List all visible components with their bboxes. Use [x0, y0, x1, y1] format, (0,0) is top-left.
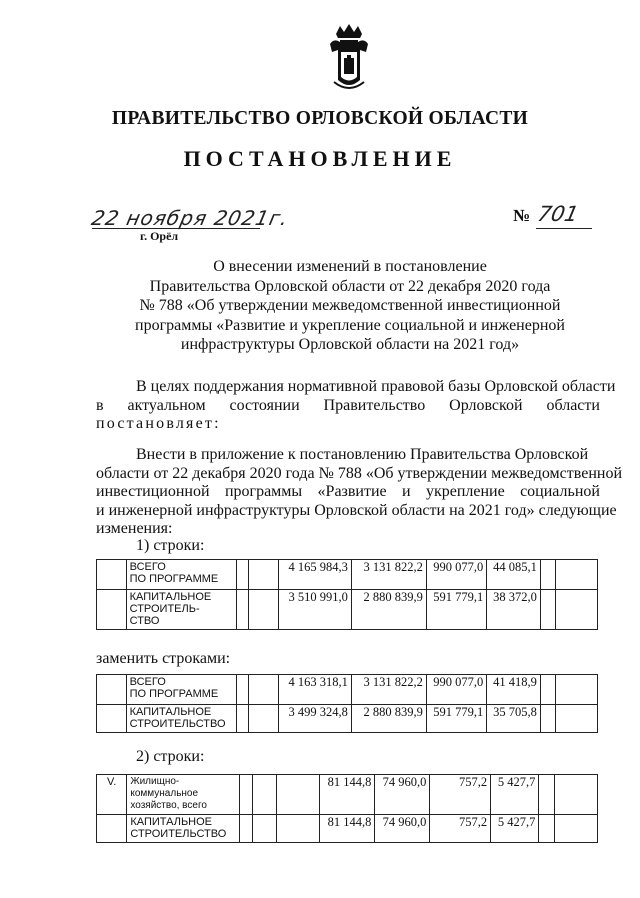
value-cell: 3 131 822,2 — [351, 560, 426, 590]
word: в — [96, 396, 104, 414]
value-cell: 41 418,9 — [487, 675, 541, 705]
coat-of-arms-emblem — [326, 22, 372, 92]
table-cell — [97, 705, 127, 733]
document-type: ПОСТАНОВЛЕНИЕ — [183, 146, 457, 171]
value-cell: 4 165 984,3 — [278, 560, 351, 590]
table-row — [97, 775, 598, 815]
table-cell — [236, 705, 249, 733]
preamble-paragraph — [96, 378, 616, 434]
row-index: V. — [97, 775, 127, 815]
value-cell: 591 779,1 — [426, 705, 486, 733]
value-cell: 81 144,8 — [320, 815, 375, 843]
word: программы — [224, 483, 303, 500]
table-cell — [540, 705, 555, 733]
city-label: г. Орёл — [140, 229, 179, 243]
table-cell — [555, 705, 597, 733]
table-row — [97, 815, 598, 843]
table-cell — [539, 815, 554, 843]
item-1-label: 1) строки: — [136, 537, 205, 554]
table-cell — [555, 560, 597, 590]
subject-line: О внесении изменений в постановление — [213, 258, 487, 275]
document-subject — [100, 257, 600, 355]
word: инвестиционной — [96, 483, 210, 500]
row-name: ВСЕГО ПО ПРОГРАММЕ — [126, 560, 236, 590]
table-old-rows — [96, 559, 598, 630]
value-cell: 3 510 991,0 — [278, 590, 351, 630]
table-cell — [540, 590, 555, 630]
table-cell — [236, 590, 249, 630]
table-cell — [540, 560, 555, 590]
word: и — [402, 483, 411, 500]
row-name: Жилищно- коммунальное хозяйство, всего — [127, 775, 240, 815]
table-section-v-rows — [96, 774, 598, 843]
value-cell: 74 960,0 — [375, 775, 430, 815]
value-cell: 3 499 324,8 — [278, 705, 351, 733]
handwritten-number: 701 — [535, 202, 581, 226]
subject-line: программы «Развитие и укрепление социальной и инженерной — [135, 316, 565, 334]
body-line — [96, 483, 600, 502]
word: области — [546, 396, 600, 414]
word: актуальном — [127, 396, 206, 414]
value-cell: 757,2 — [430, 775, 491, 815]
row-index — [97, 815, 127, 843]
word: «Развитие — [317, 483, 387, 500]
item-2-label: 2) строки: — [136, 748, 205, 765]
word: Правительство — [323, 396, 426, 414]
table-cell — [276, 815, 319, 843]
preamble-line: постановляет: — [96, 415, 221, 432]
table-cell — [97, 560, 127, 590]
table-cell — [249, 590, 279, 630]
value-cell: 5 427,7 — [491, 815, 539, 843]
table-cell — [554, 775, 597, 815]
row-name: КАПИТАЛЬНОЕ СТРОИТЕЛЬСТВО — [126, 705, 236, 733]
table-cell — [236, 560, 249, 590]
table-cell — [539, 775, 554, 815]
table-cell — [555, 675, 597, 705]
body-paragraph — [96, 446, 623, 539]
number-underline — [536, 228, 592, 229]
row-name: КАПИТАЛЬНОЕ СТРОИТЕЛЬ- СТВО — [126, 590, 236, 630]
word: Орловской — [449, 396, 523, 414]
value-cell: 2 880 839,9 — [351, 590, 426, 630]
value-cell: 591 779,1 — [426, 590, 486, 630]
table-cell — [97, 590, 127, 630]
body-line: и инженерной инфраструктуры Орловской области на 2021 год» следующие — [96, 501, 617, 519]
table-cell — [555, 590, 597, 630]
word: социальной — [520, 483, 600, 500]
value-cell: 81 144,8 — [320, 775, 375, 815]
number-label: № — [513, 206, 531, 225]
subject-line: № 788 «Об утверждении межведомственной инвестиционной — [139, 297, 561, 314]
subject-line: инфраструктуры Орловской области на 2021 год» — [180, 336, 520, 353]
table-cell — [276, 775, 319, 815]
table-cell — [540, 675, 555, 705]
table-row — [97, 590, 598, 630]
value-cell: 4 163 318,1 — [278, 675, 351, 705]
subject-line: Правительства Орловской области от 22 декабря 2020 года — [149, 277, 551, 295]
body-line: изменения: — [96, 520, 173, 537]
value-cell: 74 960,0 — [375, 815, 430, 843]
table-cell — [253, 815, 277, 843]
value-cell: 990 077,0 — [426, 560, 486, 590]
value-cell: 44 085,1 — [487, 560, 541, 590]
row-name: КАПИТАЛЬНОЕ СТРОИТЕЛЬСТВО — [127, 815, 240, 843]
replace-label: заменить строками: — [96, 650, 231, 667]
table-cell — [240, 775, 253, 815]
table-cell — [97, 675, 127, 705]
table-cell — [249, 560, 279, 590]
preamble-line: В целях поддержания нормативной правовой базы Орловской области — [136, 378, 616, 395]
body-line: Внести в приложение к постановлению Правительства Орловской — [136, 446, 589, 463]
value-cell: 35 705,8 — [487, 705, 541, 733]
table-cell — [236, 675, 249, 705]
table-row — [97, 560, 598, 590]
row-name: ВСЕГО ПО ПРОГРАММЕ — [126, 675, 236, 705]
value-cell: 990 077,0 — [426, 675, 486, 705]
value-cell: 3 131 822,2 — [351, 675, 426, 705]
table-row — [97, 675, 598, 705]
table-new-rows — [96, 674, 598, 733]
government-title: ПРАВИТЕЛЬСТВО ОРЛОВСКОЙ ОБЛАСТИ — [111, 108, 529, 129]
handwritten-date: 22 ноября 2021г. — [89, 206, 291, 230]
word: укрепление — [425, 483, 505, 500]
table-row — [97, 705, 598, 733]
body-line: области от 22 декабря 2020 года № 788 «Об утверждении межведомственной — [96, 464, 623, 482]
value-cell: 2 880 839,9 — [351, 705, 426, 733]
table-cell — [240, 815, 253, 843]
word: состоянии — [229, 396, 300, 414]
value-cell: 38 372,0 — [487, 590, 541, 630]
table-cell — [249, 675, 279, 705]
value-cell: 5 427,7 — [491, 775, 539, 815]
table-cell — [253, 775, 277, 815]
preamble-line — [96, 397, 600, 416]
table-cell — [249, 705, 279, 733]
table-cell — [554, 815, 597, 843]
value-cell: 757,2 — [430, 815, 491, 843]
